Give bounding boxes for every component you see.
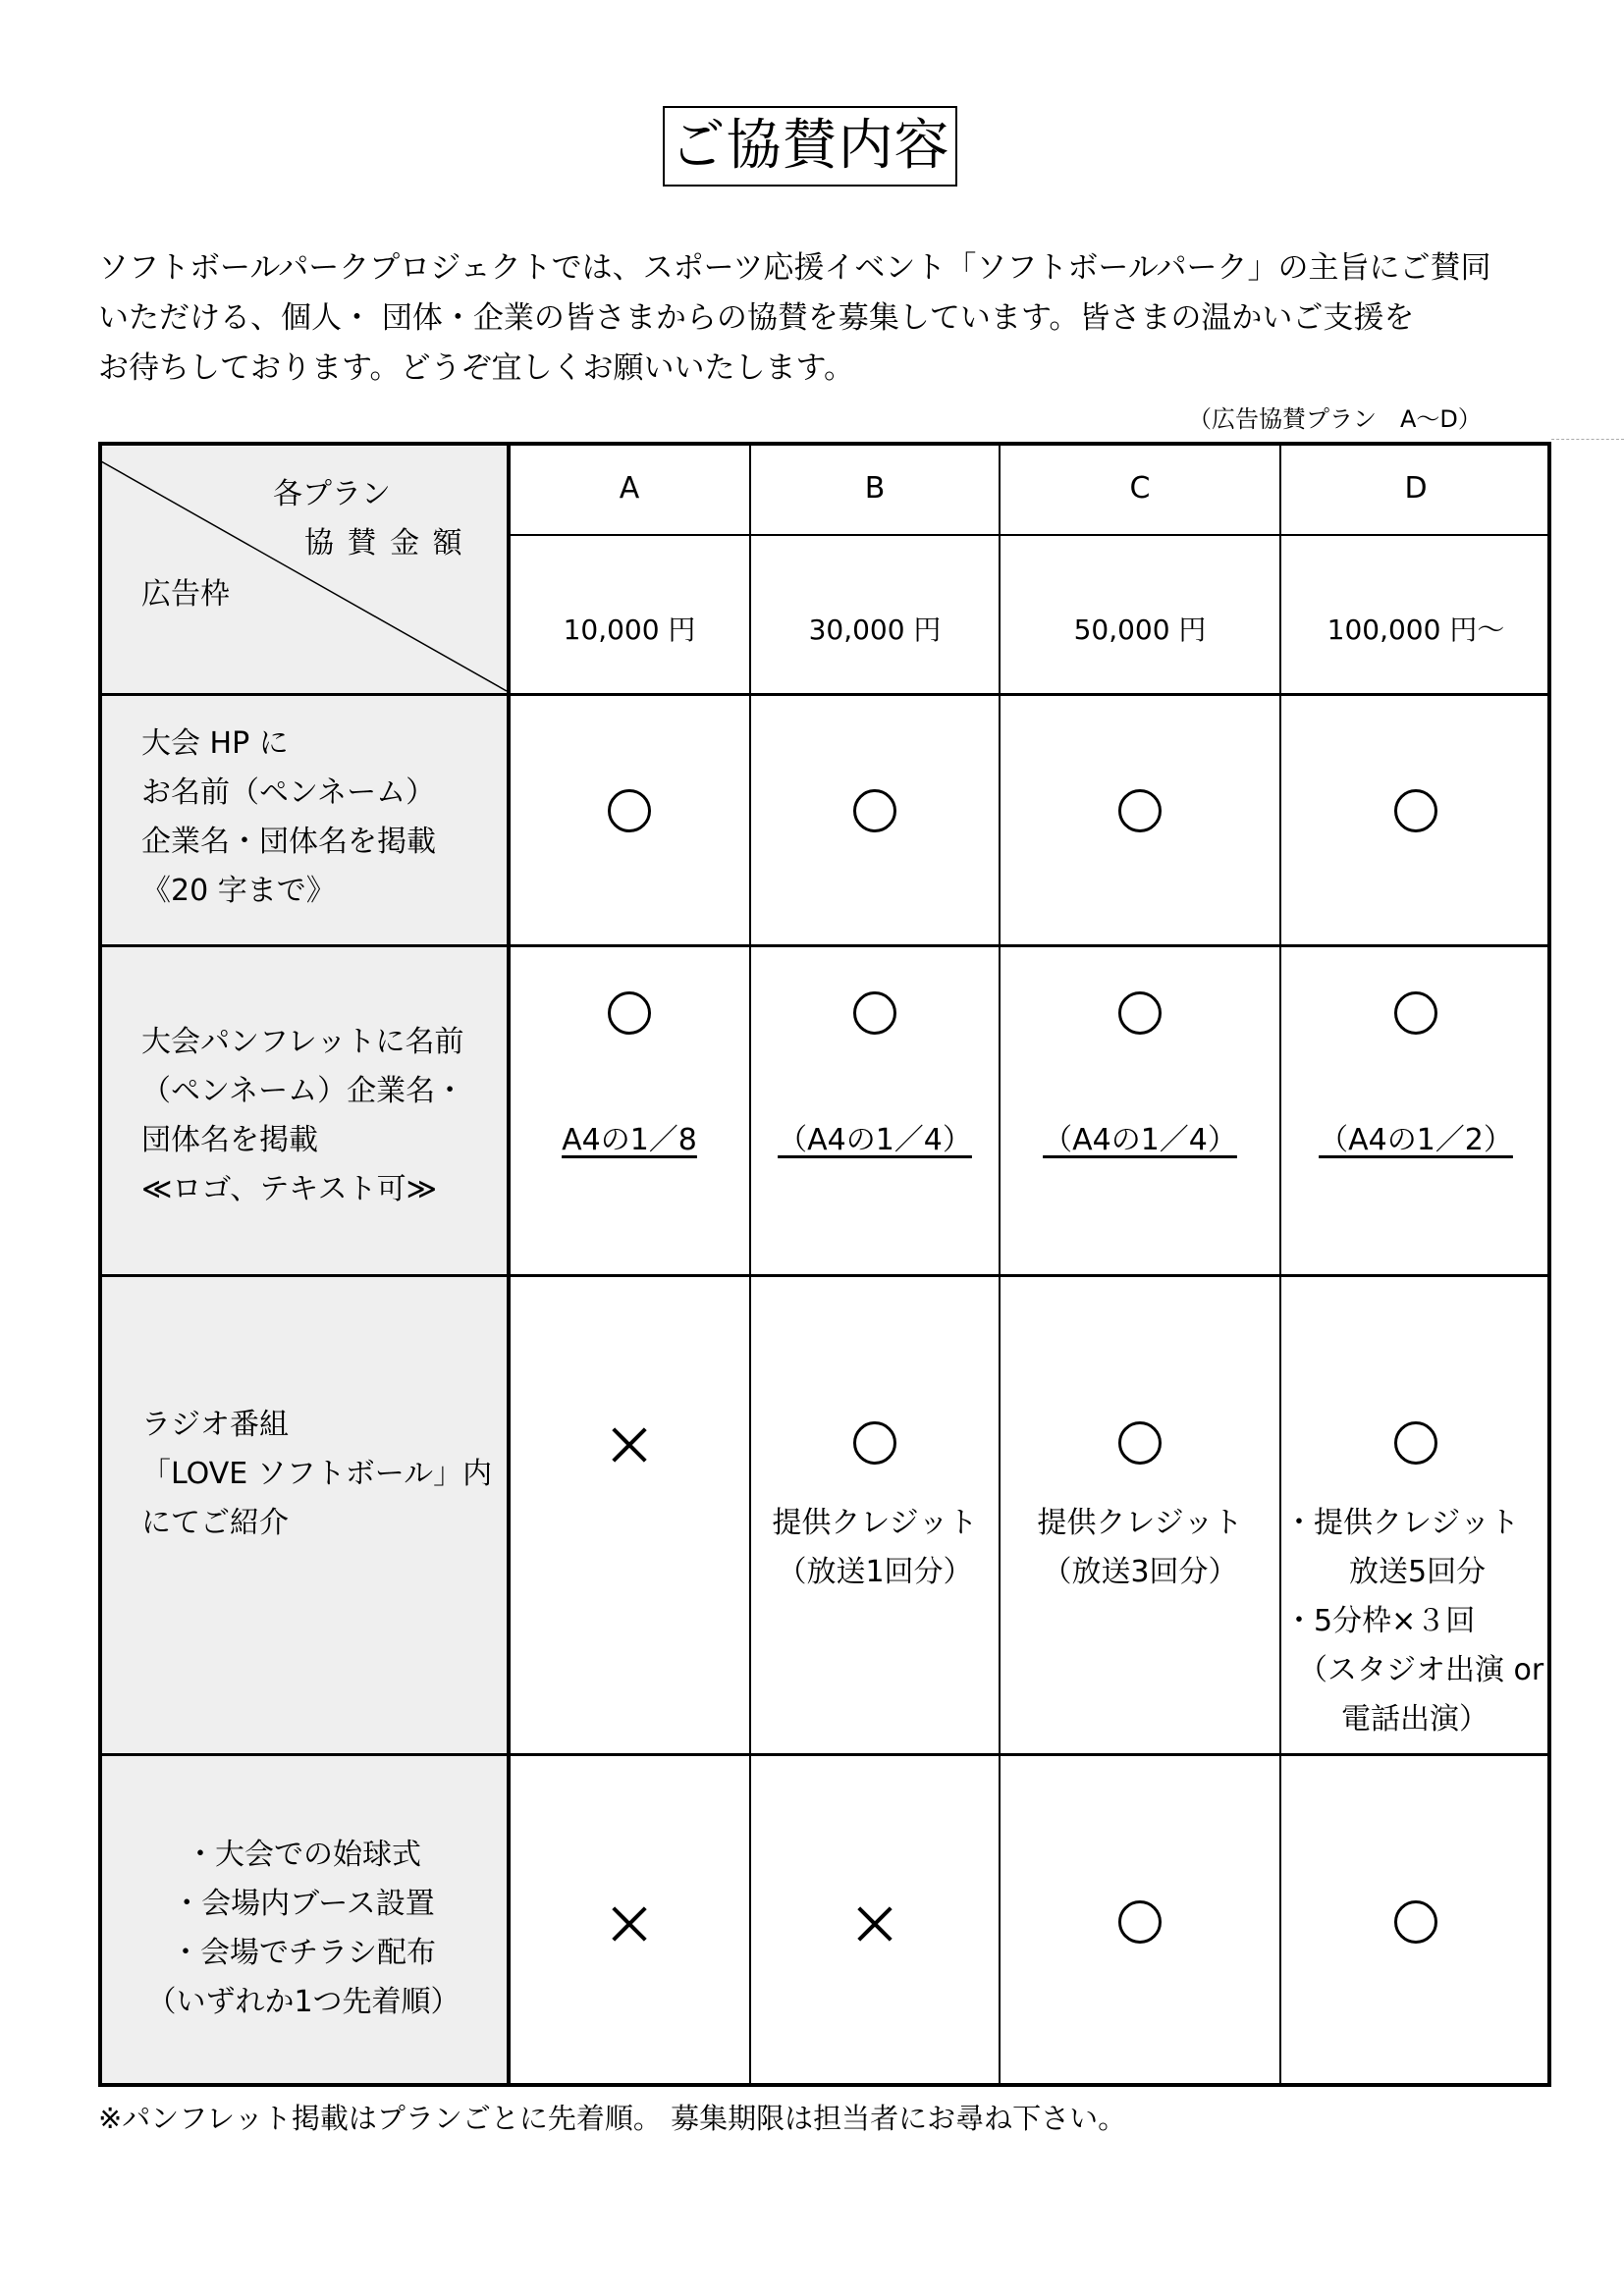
row-label-line: （ペンネーム）企業名・ bbox=[141, 1074, 465, 1108]
row-label-line: 大会 HP に bbox=[141, 726, 289, 761]
table-rule bbox=[98, 693, 1551, 696]
cross-icon bbox=[610, 1904, 649, 1944]
circle-icon bbox=[1394, 991, 1437, 1035]
circle-icon bbox=[853, 991, 896, 1035]
radio-note-d: ・提供クレジット bbox=[1284, 1506, 1520, 1540]
slot-label: 広告枠 bbox=[141, 577, 230, 612]
table-rule bbox=[509, 534, 1551, 536]
circle-icon bbox=[1394, 1900, 1437, 1944]
plan-name-c: C bbox=[1129, 471, 1151, 506]
intro-line: お待ちしております。どうぞ宜しくお願いいたします。 bbox=[98, 350, 855, 386]
plan-amount-a: 10,000 円 bbox=[563, 614, 696, 646]
plans-label: 各プラン bbox=[273, 477, 391, 511]
circle-icon bbox=[1118, 789, 1162, 832]
circle-icon bbox=[608, 991, 651, 1035]
plan-amount-d: 100,000 円～ bbox=[1326, 614, 1505, 646]
table-rule bbox=[507, 442, 511, 2087]
radio-note-c: 提供クレジット bbox=[1037, 1506, 1243, 1540]
radio-note-b: （放送1回分） bbox=[777, 1555, 973, 1589]
circle-icon bbox=[1118, 1421, 1162, 1465]
table-rule bbox=[999, 442, 1001, 2087]
pamphlet-size-c: （A4の1／4） bbox=[1043, 1123, 1237, 1157]
cross-icon bbox=[610, 1425, 649, 1465]
plan-name-a: A bbox=[619, 471, 640, 506]
row-label-line: ・会場内ブース設置 bbox=[172, 1887, 435, 1921]
plan-name-b: B bbox=[864, 471, 886, 506]
circle-icon bbox=[853, 1421, 896, 1465]
footnote: ※パンフレット掲載はプランごとに先着順。 募集期限は担当者にお尋ね下さい。 bbox=[98, 2102, 1127, 2135]
table-border bbox=[98, 2083, 1551, 2087]
circle-icon bbox=[853, 789, 896, 832]
pamphlet-size-d: （A4の1／2） bbox=[1319, 1123, 1513, 1157]
table-rule bbox=[98, 1274, 1551, 1277]
circle-icon bbox=[1118, 1900, 1162, 1944]
page-title: ご協賛内容 bbox=[663, 106, 957, 187]
plan-name-d: D bbox=[1404, 471, 1428, 506]
intro-line: ソフトボールパークプロジェクトでは、スポーツ応援イベント「ソフトボールパーク」の主旨にご賛同 bbox=[98, 250, 1491, 286]
intro-text bbox=[98, 243, 1551, 394]
radio-note-d: 電話出演） bbox=[1341, 1702, 1489, 1736]
table-border bbox=[1547, 442, 1551, 2087]
row-label-line: 団体名を掲載 bbox=[141, 1123, 318, 1157]
radio-note-c: （放送3回分） bbox=[1042, 1555, 1238, 1589]
amount-label: 協 賛 金 額 bbox=[304, 526, 464, 561]
intro-line: いただける、個人・ 団体・企業の皆さまからの協賛を募集しています。皆さまの温かいご支援を bbox=[98, 300, 1415, 336]
row-label-line: 《20 字まで》 bbox=[141, 874, 336, 908]
sponsorship-table bbox=[98, 442, 1551, 2087]
cross-icon bbox=[855, 1904, 894, 1944]
circle-icon bbox=[1394, 1421, 1437, 1465]
row-label-line: 「LOVE ソフトボール」内 bbox=[141, 1457, 493, 1491]
pamphlet-size-a: A4の1／8 bbox=[562, 1123, 697, 1157]
row-label-line: ラジオ番組 bbox=[141, 1408, 289, 1442]
row-label-line: お名前（ペンネーム） bbox=[141, 775, 436, 810]
row-label-line: ≪ロゴ、テキスト可≫ bbox=[141, 1172, 438, 1206]
plan-amount-b: 30,000 円 bbox=[808, 614, 942, 646]
row-label-line: にてご紹介 bbox=[141, 1506, 289, 1540]
row-label-line: 大会パンフレットに名前 bbox=[141, 1025, 464, 1059]
row-label-line: （いずれか1つ先着順） bbox=[146, 1985, 460, 2019]
table-border bbox=[98, 442, 1551, 446]
table-rule bbox=[1279, 442, 1281, 2087]
table-rule bbox=[98, 1753, 1551, 1756]
table-border bbox=[98, 442, 102, 2087]
row-label-line: ・大会での始球式 bbox=[186, 1838, 421, 1872]
pamphlet-size-b: （A4の1／4） bbox=[778, 1123, 972, 1157]
circle-icon bbox=[1394, 789, 1437, 832]
divider bbox=[1551, 439, 1624, 440]
row-label-line: 企業名・団体名を掲載 bbox=[141, 825, 436, 859]
radio-note-b: 提供クレジット bbox=[772, 1506, 978, 1540]
table-rule bbox=[749, 442, 751, 2087]
plan-note: （広告協賛プラン A～D） bbox=[1188, 405, 1482, 433]
circle-icon bbox=[1118, 991, 1162, 1035]
circle-icon bbox=[608, 789, 651, 832]
radio-note-d: 放送5回分 bbox=[1349, 1555, 1487, 1589]
table-rule bbox=[98, 944, 1551, 947]
radio-note-d: ・5分枠×３回 bbox=[1284, 1604, 1476, 1638]
radio-note-d: （スタジオ出演 or bbox=[1298, 1653, 1544, 1687]
plan-amount-c: 50,000 円 bbox=[1073, 614, 1207, 646]
row-label-line: ・会場でチラシ配布 bbox=[171, 1936, 436, 1970]
